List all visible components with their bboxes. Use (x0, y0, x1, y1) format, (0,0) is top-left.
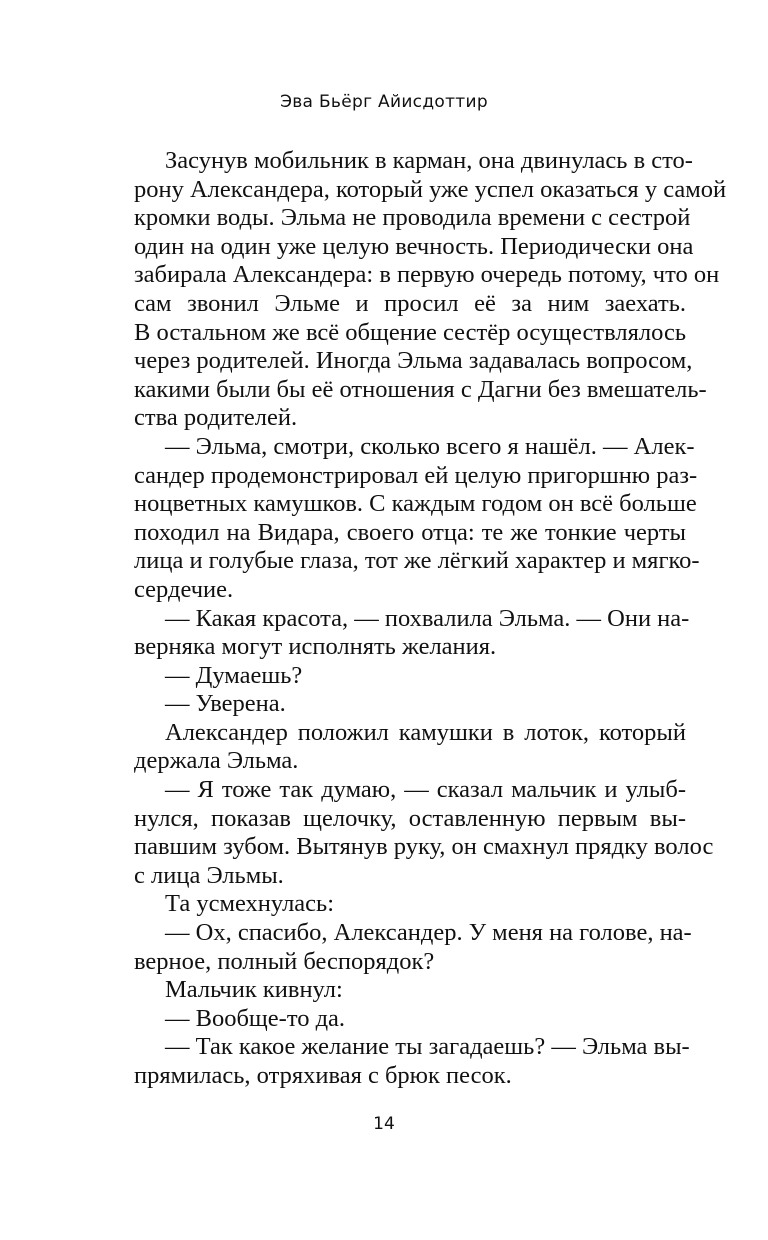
paragraph (134, 719, 686, 776)
text-line: сандер продемонстрировал ей целую пригоршню раз- (134, 461, 698, 489)
text-line: нулся, показав щелочку, оставленную первым вы- (134, 804, 686, 832)
text-line: забирала Александера: в первую очередь потому, что он (134, 261, 720, 289)
text-line: сердечие. (134, 575, 234, 603)
text-line: верное, полный беспорядок? (134, 947, 435, 975)
text-line: павшим зубом. Вытянув руку, он смахнул прядку волос (134, 833, 714, 861)
paragraph (134, 432, 700, 605)
text-line: лица и голубые глаза, тот же лёгкий характер и мягко- (134, 547, 700, 575)
text-line: прямилась, отряхивая с брюк песок. (134, 1062, 512, 1089)
text-line: — Какая красота, — похвалила Эльма. — Они на- (165, 604, 690, 632)
paragraph (134, 1005, 686, 1034)
paragraph (134, 690, 686, 719)
text-line: Засунув мобильник в карман, она двинулась в сто- (165, 147, 693, 174)
paragraph (134, 147, 727, 433)
text-line: походил на Видара, своего отца: те же тонкие черты (134, 518, 686, 546)
paragraph (134, 890, 686, 919)
text-line: — Я тоже так думаю, — сказал мальчик и улыб- (165, 776, 686, 804)
text-line: — Думаешь? (165, 661, 303, 689)
paragraph (134, 976, 686, 1005)
text-line: В остальном же всё общение сестёр осуществлялось (134, 318, 686, 346)
text-line: верняка могут исполнять желания. (134, 633, 497, 661)
paragraph (134, 919, 692, 976)
paragraph (134, 1033, 690, 1090)
text-line: Та усмехнулась: (165, 890, 335, 918)
text-line: какими были бы её отношения с Дагни без вмешатель- (134, 375, 707, 403)
text-line: — Эльма, смотри, сколько всего я нашёл. — Алек- (165, 432, 695, 460)
text-line: ноцветных камушков. С каждым годом он всё больше (134, 490, 697, 518)
running-head: Эва Бьёрг Айисдоттир (280, 92, 488, 112)
text-line: держала Эльма. (134, 747, 299, 775)
text-line: — Уверена. (165, 690, 286, 718)
text-line: рону Александера, который уже успел оказаться у самой (134, 175, 727, 203)
text-line: сам звонил Эльме и просил её за ним заехать. (134, 289, 686, 317)
text-line: через родителей. Иногда Эльма задавалась вопросом, (134, 347, 693, 375)
paragraph (134, 776, 714, 890)
paragraph (134, 604, 690, 662)
page-number: 14 (373, 1114, 395, 1134)
text-line: Мальчик кивнул: (165, 976, 343, 1004)
text-line: кромки воды. Эльма не проводила времени с сестрой (134, 204, 691, 232)
text-line: — Вообще-то да. (165, 1004, 346, 1032)
paragraph (134, 662, 686, 691)
text-line: с лица Эльмы. (134, 861, 284, 889)
text-line: Александер положил камушки в лоток, который (165, 718, 686, 746)
text-line: ства родителей. (134, 404, 298, 432)
text-line: — Ох, спасибо, Александер. У меня на голове, на- (165, 919, 692, 947)
body-text (134, 147, 727, 1091)
text-line: — Так какое желание ты загадаешь? — Эльма вы- (165, 1033, 690, 1061)
text-line: один на один уже целую вечность. Периодически она (134, 232, 694, 260)
